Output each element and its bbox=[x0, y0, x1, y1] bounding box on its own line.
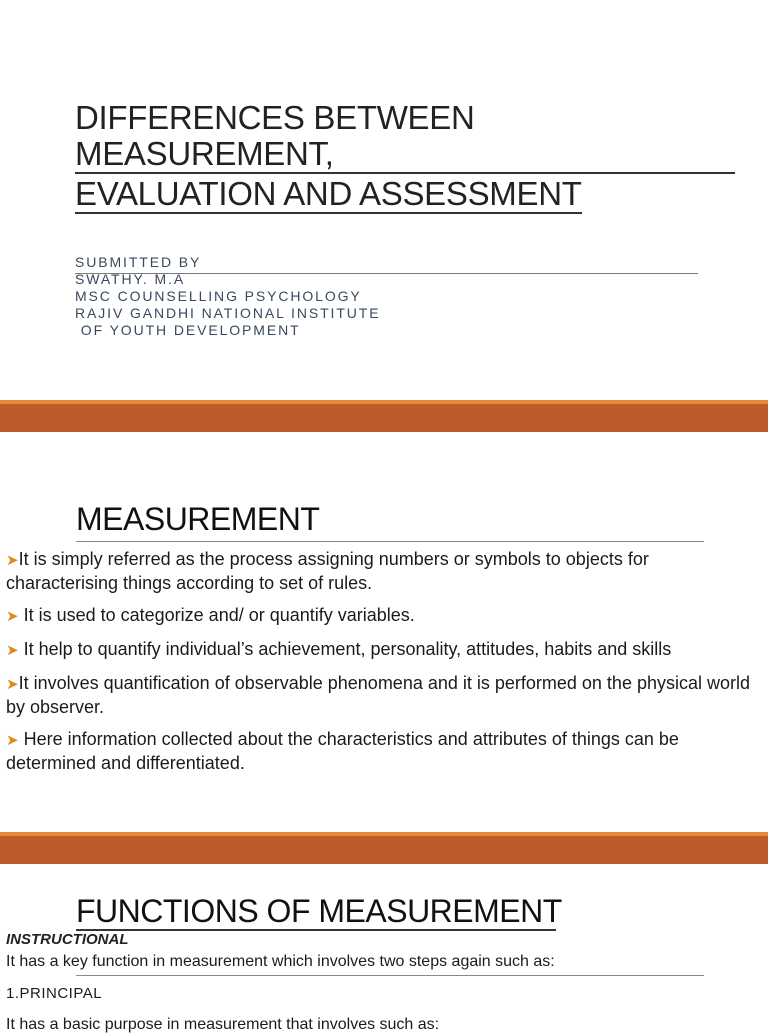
measurement-slide bbox=[0, 432, 768, 832]
list-heading: 1.PRINCIPAL bbox=[6, 985, 103, 1002]
arrow-bullet-icon: ➤ bbox=[6, 642, 19, 659]
slide-heading: MEASUREMENT bbox=[76, 501, 320, 537]
bullet-text: It is used to categorize and/ or quantify variables. bbox=[18, 605, 415, 625]
slide-heading: FUNCTIONS OF MEASUREMENT bbox=[76, 893, 562, 929]
arrow-bullet-icon: ➤ bbox=[6, 608, 19, 625]
body-text-partial: It has a basic purpose in measurement that involves such as: bbox=[6, 1016, 440, 1033]
arrow-bullet-icon: ➤ bbox=[6, 552, 19, 569]
arrow-bullet-icon: ➤ bbox=[6, 732, 19, 749]
bullet-text: It is simply referred as the process assigning numbers or symbols to objects for characterising things according to set of rules. bbox=[6, 549, 649, 593]
presentation-title bbox=[75, 100, 735, 214]
heading-underline bbox=[76, 929, 556, 931]
subtitle-line: OF YOUTH DEVELOPMENT bbox=[75, 322, 301, 338]
bullet-text: It help to quantify individual’s achievement, personality, attitudes, habits and skills bbox=[18, 639, 672, 659]
heading-divider bbox=[76, 975, 704, 976]
bullet-list bbox=[6, 548, 761, 784]
section-label: INSTRUCTIONAL bbox=[6, 931, 129, 948]
bullet-item bbox=[6, 604, 761, 628]
subtitle-line: RAJIV GANDHI NATIONAL INSTITUTE bbox=[75, 305, 381, 321]
slide-separator bbox=[0, 400, 768, 432]
functions-slide bbox=[0, 864, 768, 1033]
title-line-2: EVALUATION AND ASSESSMENT bbox=[75, 175, 582, 212]
bullet-item bbox=[6, 548, 761, 594]
bullet-text: It involves quantification of observable phenomena and it is performed on the physical world by observer. bbox=[6, 673, 751, 717]
bullet-text: Here information collected about the characteristics and attributes of things can be determined and differentiated. bbox=[6, 729, 679, 773]
subtitle-line: MSC COUNSELLING PSYCHOLOGY bbox=[75, 288, 362, 304]
heading-divider bbox=[76, 541, 704, 542]
arrow-bullet-icon: ➤ bbox=[6, 676, 19, 693]
body-text: It has a key function in measurement which involves two steps again such as: bbox=[6, 953, 555, 970]
submission-details bbox=[75, 254, 380, 339]
subtitle-line: SWATHY. M.A bbox=[75, 271, 186, 287]
subtitle-line: SUBMITTED BY bbox=[75, 254, 202, 270]
slide-separator bbox=[0, 832, 768, 864]
title-line-1: DIFFERENCES BETWEEN MEASUREMENT, bbox=[75, 100, 735, 174]
bullet-item bbox=[6, 728, 761, 774]
bullet-item bbox=[6, 638, 761, 662]
bullet-item bbox=[6, 672, 761, 718]
title-slide bbox=[0, 0, 768, 400]
